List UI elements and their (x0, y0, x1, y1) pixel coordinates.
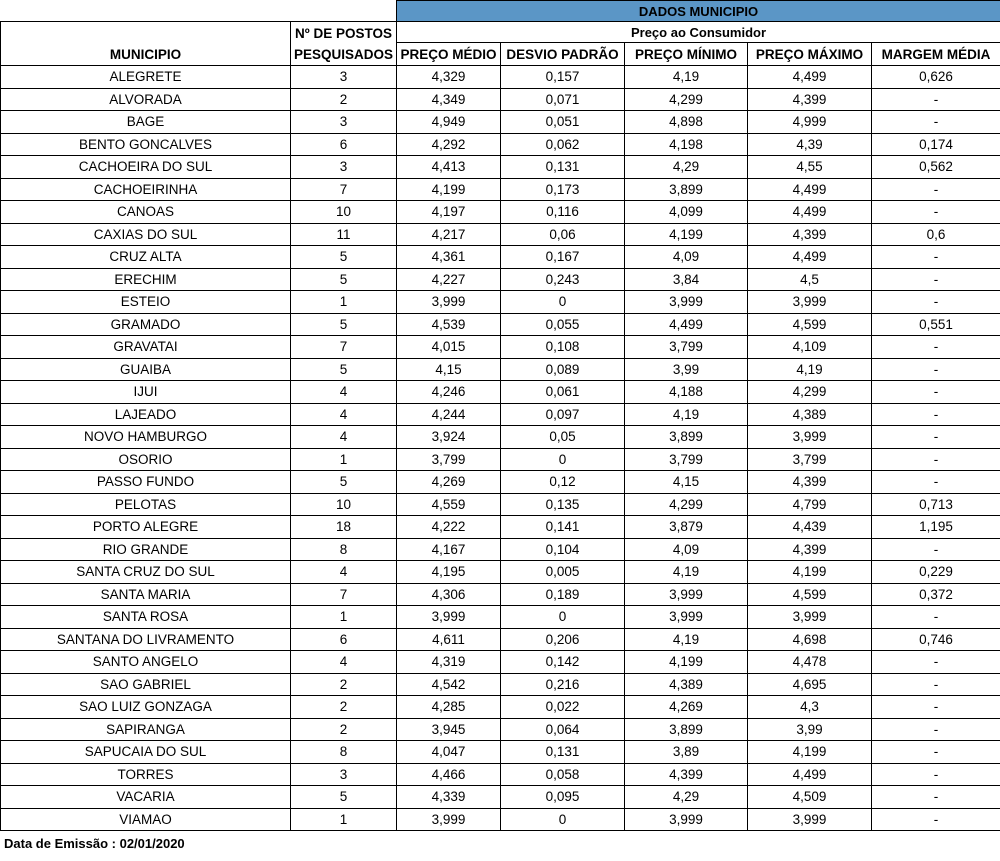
preco-medio-cell: 4,329 (397, 66, 501, 89)
margem-media-cell: - (872, 403, 1000, 426)
postos-cell: 2 (291, 88, 397, 111)
preco-maximo-cell: 4,799 (748, 493, 872, 516)
desvio-padrao-cell: 0,108 (501, 336, 625, 359)
municipio-cell: TORRES (1, 763, 291, 786)
postos-cell: 2 (291, 673, 397, 696)
municipio-cell: SANTO ANGELO (1, 651, 291, 674)
municipio-header: MUNICIPIO (1, 22, 291, 66)
preco-maximo-cell: 4,599 (748, 313, 872, 336)
postos-cell: 4 (291, 426, 397, 449)
desvio-padrao-cell: 0 (501, 291, 625, 314)
preco-medio-cell: 3,945 (397, 718, 501, 741)
table-row (1, 223, 1000, 246)
table-row (1, 718, 1000, 741)
preco-minimo-cell: 3,879 (625, 516, 748, 539)
municipio-cell: BENTO GONCALVES (1, 133, 291, 156)
margem-media-cell: 1,195 (872, 516, 1000, 539)
emission-date: Data de Emissão : 02/01/2020 (4, 836, 185, 851)
postos-cell: 7 (291, 336, 397, 359)
margem-media-cell: - (872, 651, 1000, 674)
preco-medio-cell: 4,167 (397, 538, 501, 561)
preco-minimo-cell: 4,188 (625, 381, 748, 404)
table-row (1, 381, 1000, 404)
municipio-cell: PASSO FUNDO (1, 471, 291, 494)
margem-media-cell: 0,626 (872, 66, 1000, 89)
municipio-cell: SANTA CRUZ DO SUL (1, 561, 291, 584)
preco-minimo-cell: 3,89 (625, 741, 748, 764)
preco-maximo-cell: 3,99 (748, 718, 872, 741)
table-row (1, 741, 1000, 764)
preco-medio-cell: 4,199 (397, 178, 501, 201)
table-row (1, 763, 1000, 786)
preco-maximo-cell: 4,389 (748, 403, 872, 426)
preco-minimo-cell: 4,898 (625, 111, 748, 134)
postos-cell: 4 (291, 403, 397, 426)
postos-cell: 1 (291, 448, 397, 471)
municipio-cell: IJUI (1, 381, 291, 404)
desvio-padrao-cell: 0,189 (501, 583, 625, 606)
margem-media-cell: - (872, 763, 1000, 786)
municipio-cell: PELOTAS (1, 493, 291, 516)
table-row (1, 493, 1000, 516)
margem-media-cell: 0,713 (872, 493, 1000, 516)
margem-media-cell: - (872, 358, 1000, 381)
consumer-price-group-header: Preço ao Consumidor (397, 22, 1000, 43)
desvio-padrao-cell: 0 (501, 606, 625, 629)
table-row (1, 88, 1000, 111)
municipio-cell: LAJEADO (1, 403, 291, 426)
preco-minimo-cell: 3,999 (625, 291, 748, 314)
table-row (1, 403, 1000, 426)
postos-cell: 3 (291, 111, 397, 134)
postos-cell: 10 (291, 493, 397, 516)
table-row (1, 696, 1000, 719)
preco-medio-cell: 4,217 (397, 223, 501, 246)
desvio-padrao-cell: 0,071 (501, 88, 625, 111)
desvio-padrao-cell: 0,055 (501, 313, 625, 336)
preco-medio-cell: 4,222 (397, 516, 501, 539)
preco-medio-cell: 3,924 (397, 426, 501, 449)
municipio-cell: GRAVATAI (1, 336, 291, 359)
margem-media-cell: - (872, 381, 1000, 404)
desvio-padrao-cell: 0,097 (501, 403, 625, 426)
desvio-padrao-cell: 0,089 (501, 358, 625, 381)
margem-media-cell: - (872, 291, 1000, 314)
preco-medio-cell: 4,466 (397, 763, 501, 786)
preco-maximo-cell: 4,439 (748, 516, 872, 539)
table-row (1, 291, 1000, 314)
municipio-cell: SAO LUIZ GONZAGA (1, 696, 291, 719)
postos-cell: 1 (291, 291, 397, 314)
preco-maximo-cell: 3,999 (748, 426, 872, 449)
preco-medio-cell: 4,227 (397, 268, 501, 291)
postos-cell: 3 (291, 156, 397, 179)
desvio-padrao-cell: 0,064 (501, 718, 625, 741)
preco-maximo-cell: 4,39 (748, 133, 872, 156)
col-header-preco-minimo: PREÇO MÍNIMO (625, 43, 748, 66)
preco-medio-cell: 3,999 (397, 291, 501, 314)
municipio-cell: SANTANA DO LIVRAMENTO (1, 628, 291, 651)
preco-minimo-cell: 3,899 (625, 718, 748, 741)
table-row (1, 651, 1000, 674)
desvio-padrao-cell: 0 (501, 448, 625, 471)
municipio-cell: SAO GABRIEL (1, 673, 291, 696)
preco-maximo-cell: 4,695 (748, 673, 872, 696)
desvio-padrao-cell: 0,058 (501, 763, 625, 786)
postos-cell: 8 (291, 741, 397, 764)
municipio-cell: CACHOEIRA DO SUL (1, 156, 291, 179)
table-row (1, 583, 1000, 606)
municipio-cell: CAXIAS DO SUL (1, 223, 291, 246)
margem-media-cell: - (872, 718, 1000, 741)
preco-minimo-cell: 4,19 (625, 628, 748, 651)
table-row (1, 358, 1000, 381)
preco-medio-cell: 4,197 (397, 201, 501, 224)
municipio-cell: SANTA MARIA (1, 583, 291, 606)
margem-media-cell: - (872, 673, 1000, 696)
desvio-padrao-cell: 0,116 (501, 201, 625, 224)
margem-media-cell: - (872, 111, 1000, 134)
margem-media-cell: - (872, 786, 1000, 809)
desvio-padrao-cell: 0,157 (501, 66, 625, 89)
preco-minimo-cell: 4,199 (625, 651, 748, 674)
preco-minimo-cell: 3,799 (625, 336, 748, 359)
postos-cell: 7 (291, 583, 397, 606)
preco-minimo-cell: 3,999 (625, 606, 748, 629)
preco-maximo-cell: 4,499 (748, 763, 872, 786)
table-row (1, 448, 1000, 471)
preco-maximo-cell: 3,999 (748, 808, 872, 831)
municipio-cell: RIO GRANDE (1, 538, 291, 561)
preco-minimo-cell: 4,15 (625, 471, 748, 494)
table-row (1, 66, 1000, 89)
postos-cell: 4 (291, 651, 397, 674)
preco-medio-cell: 4,413 (397, 156, 501, 179)
preco-minimo-cell: 4,19 (625, 561, 748, 584)
desvio-padrao-cell: 0,243 (501, 268, 625, 291)
preco-maximo-cell: 4,499 (748, 178, 872, 201)
preco-maximo-cell: 4,399 (748, 471, 872, 494)
preco-minimo-cell: 3,899 (625, 178, 748, 201)
margem-media-cell: 0,551 (872, 313, 1000, 336)
desvio-padrao-cell: 0,173 (501, 178, 625, 201)
desvio-padrao-cell: 0,061 (501, 381, 625, 404)
municipio-cell: SAPUCAIA DO SUL (1, 741, 291, 764)
col-header-preco-maximo: PREÇO MÁXIMO (748, 43, 872, 66)
municipio-cell: NOVO HAMBURGO (1, 426, 291, 449)
preco-medio-cell: 4,559 (397, 493, 501, 516)
postos-cell: 18 (291, 516, 397, 539)
preco-medio-cell: 3,799 (397, 448, 501, 471)
postos-cell: 3 (291, 66, 397, 89)
preco-minimo-cell: 4,499 (625, 313, 748, 336)
preco-medio-cell: 3,999 (397, 808, 501, 831)
margem-media-cell: 0,562 (872, 156, 1000, 179)
preco-minimo-cell: 4,29 (625, 156, 748, 179)
postos-cell: 5 (291, 313, 397, 336)
preco-medio-cell: 4,015 (397, 336, 501, 359)
preco-maximo-cell: 4,399 (748, 223, 872, 246)
preco-minimo-cell: 4,299 (625, 493, 748, 516)
postos-header (291, 22, 397, 66)
margem-media-cell: - (872, 696, 1000, 719)
banner-row (1, 1, 1000, 22)
municipio-cell: GRAMADO (1, 313, 291, 336)
preco-maximo-cell: 4,299 (748, 381, 872, 404)
table-row (1, 426, 1000, 449)
municipio-cell: OSORIO (1, 448, 291, 471)
postos-cell: 5 (291, 246, 397, 269)
preco-maximo-cell: 3,799 (748, 448, 872, 471)
table-row (1, 561, 1000, 584)
postos-cell: 10 (291, 201, 397, 224)
preco-maximo-cell: 4,999 (748, 111, 872, 134)
preco-medio-cell: 4,349 (397, 88, 501, 111)
preco-minimo-cell: 4,099 (625, 201, 748, 224)
desvio-padrao-cell: 0,216 (501, 673, 625, 696)
preco-medio-cell: 4,244 (397, 403, 501, 426)
municipio-cell: CANOAS (1, 201, 291, 224)
table-row (1, 606, 1000, 629)
table-row (1, 201, 1000, 224)
preco-medio-cell: 4,15 (397, 358, 501, 381)
table-row (1, 336, 1000, 359)
preco-maximo-cell: 3,999 (748, 606, 872, 629)
preco-maximo-cell: 3,999 (748, 291, 872, 314)
desvio-padrao-cell: 0,022 (501, 696, 625, 719)
postos-cell: 2 (291, 718, 397, 741)
preco-maximo-cell: 4,199 (748, 741, 872, 764)
preco-minimo-cell: 3,799 (625, 448, 748, 471)
preco-maximo-cell: 4,199 (748, 561, 872, 584)
desvio-padrao-cell: 0,141 (501, 516, 625, 539)
desvio-padrao-cell: 0,104 (501, 538, 625, 561)
preco-maximo-cell: 4,5 (748, 268, 872, 291)
postos-header-line1: Nº DE POSTOS (295, 25, 392, 41)
municipio-cell: VIAMAO (1, 808, 291, 831)
preco-medio-cell: 4,195 (397, 561, 501, 584)
col-header-margem-media: MARGEM MÉDIA (872, 43, 1000, 66)
margem-media-cell: - (872, 268, 1000, 291)
preco-minimo-cell: 4,199 (625, 223, 748, 246)
preco-maximo-cell: 4,499 (748, 66, 872, 89)
municipio-cell: ERECHIM (1, 268, 291, 291)
municipio-cell: VACARIA (1, 786, 291, 809)
preco-maximo-cell: 4,499 (748, 246, 872, 269)
preco-minimo-cell: 4,198 (625, 133, 748, 156)
preco-maximo-cell: 4,399 (748, 538, 872, 561)
municipio-cell: GUAIBA (1, 358, 291, 381)
preco-minimo-cell: 4,09 (625, 246, 748, 269)
margem-media-cell: - (872, 336, 1000, 359)
table-row (1, 808, 1000, 831)
margem-media-cell: - (872, 471, 1000, 494)
margem-media-cell: 0,6 (872, 223, 1000, 246)
table-row (1, 786, 1000, 809)
postos-cell: 7 (291, 178, 397, 201)
desvio-padrao-cell: 0,135 (501, 493, 625, 516)
postos-cell: 5 (291, 358, 397, 381)
postos-cell: 2 (291, 696, 397, 719)
desvio-padrao-cell: 0 (501, 808, 625, 831)
postos-cell: 5 (291, 268, 397, 291)
preco-medio-cell: 4,285 (397, 696, 501, 719)
margem-media-cell: - (872, 178, 1000, 201)
preco-medio-cell: 4,361 (397, 246, 501, 269)
preco-medio-cell: 4,339 (397, 786, 501, 809)
margem-media-cell: - (872, 246, 1000, 269)
margem-media-cell: - (872, 741, 1000, 764)
municipio-cell: PORTO ALEGRE (1, 516, 291, 539)
postos-cell: 6 (291, 628, 397, 651)
preco-maximo-cell: 4,599 (748, 583, 872, 606)
col-header-preco-medio: PREÇO MÉDIO (397, 43, 501, 66)
preco-maximo-cell: 4,698 (748, 628, 872, 651)
preco-maximo-cell: 4,55 (748, 156, 872, 179)
preco-maximo-cell: 4,499 (748, 201, 872, 224)
postos-cell: 6 (291, 133, 397, 156)
col-header-desvio-padrao: DESVIO PADRÃO (501, 43, 625, 66)
preco-medio-cell: 4,306 (397, 583, 501, 606)
preco-minimo-cell: 4,29 (625, 786, 748, 809)
desvio-padrao-cell: 0,05 (501, 426, 625, 449)
table-row (1, 471, 1000, 494)
postos-cell: 8 (291, 538, 397, 561)
margem-media-cell: 0,174 (872, 133, 1000, 156)
preco-medio-cell: 4,611 (397, 628, 501, 651)
preco-maximo-cell: 4,509 (748, 786, 872, 809)
table-row (1, 313, 1000, 336)
preco-medio-cell: 4,047 (397, 741, 501, 764)
preco-minimo-cell: 4,269 (625, 696, 748, 719)
header-row-1 (1, 22, 1000, 43)
preco-minimo-cell: 3,999 (625, 583, 748, 606)
margem-media-cell: 0,746 (872, 628, 1000, 651)
postos-cell: 1 (291, 808, 397, 831)
municipio-cell: CRUZ ALTA (1, 246, 291, 269)
preco-maximo-cell: 4,109 (748, 336, 872, 359)
preco-maximo-cell: 4,399 (748, 88, 872, 111)
preco-medio-cell: 4,292 (397, 133, 501, 156)
table-row (1, 111, 1000, 134)
preco-minimo-cell: 3,999 (625, 808, 748, 831)
postos-cell: 5 (291, 786, 397, 809)
desvio-padrao-cell: 0,095 (501, 786, 625, 809)
desvio-padrao-cell: 0,131 (501, 156, 625, 179)
preco-minimo-cell: 4,19 (625, 403, 748, 426)
table-row (1, 628, 1000, 651)
preco-minimo-cell: 4,399 (625, 763, 748, 786)
municipio-cell: BAGE (1, 111, 291, 134)
municipio-cell: SANTA ROSA (1, 606, 291, 629)
table-row (1, 268, 1000, 291)
postos-header-line2: PESQUISADOS (293, 46, 394, 62)
municipio-cell: SAPIRANGA (1, 718, 291, 741)
preco-medio-cell: 4,542 (397, 673, 501, 696)
margem-media-cell: - (872, 808, 1000, 831)
desvio-padrao-cell: 0,167 (501, 246, 625, 269)
desvio-padrao-cell: 0,005 (501, 561, 625, 584)
desvio-padrao-cell: 0,06 (501, 223, 625, 246)
preco-minimo-cell: 3,899 (625, 426, 748, 449)
municipio-cell: ALEGRETE (1, 66, 291, 89)
municipio-cell: CACHOEIRINHA (1, 178, 291, 201)
preco-medio-cell: 4,949 (397, 111, 501, 134)
margem-media-cell: - (872, 448, 1000, 471)
desvio-padrao-cell: 0,142 (501, 651, 625, 674)
preco-maximo-cell: 4,19 (748, 358, 872, 381)
table-row (1, 133, 1000, 156)
table-row (1, 246, 1000, 269)
preco-medio-cell: 4,246 (397, 381, 501, 404)
margem-media-cell: - (872, 538, 1000, 561)
margem-media-cell: - (872, 606, 1000, 629)
postos-cell: 11 (291, 223, 397, 246)
desvio-padrao-cell: 0,051 (501, 111, 625, 134)
postos-cell: 4 (291, 381, 397, 404)
desvio-padrao-cell: 0,062 (501, 133, 625, 156)
margem-media-cell: 0,372 (872, 583, 1000, 606)
preco-minimo-cell: 4,299 (625, 88, 748, 111)
margem-media-cell: - (872, 88, 1000, 111)
desvio-padrao-cell: 0,206 (501, 628, 625, 651)
preco-medio-cell: 4,539 (397, 313, 501, 336)
desvio-padrao-cell: 0,131 (501, 741, 625, 764)
postos-cell: 1 (291, 606, 397, 629)
preco-maximo-cell: 4,3 (748, 696, 872, 719)
table-row (1, 673, 1000, 696)
preco-medio-cell: 3,999 (397, 606, 501, 629)
preco-minimo-cell: 3,99 (625, 358, 748, 381)
desvio-padrao-cell: 0,12 (501, 471, 625, 494)
preco-minimo-cell: 4,19 (625, 66, 748, 89)
preco-maximo-cell: 4,478 (748, 651, 872, 674)
municipio-cell: ALVORADA (1, 88, 291, 111)
postos-cell: 3 (291, 763, 397, 786)
margem-media-cell: - (872, 426, 1000, 449)
municipio-cell: ESTEIO (1, 291, 291, 314)
preco-minimo-cell: 3,84 (625, 268, 748, 291)
margem-media-cell: - (872, 201, 1000, 224)
table-row (1, 156, 1000, 179)
preco-minimo-cell: 4,389 (625, 673, 748, 696)
preco-minimo-cell: 4,09 (625, 538, 748, 561)
preco-medio-cell: 4,269 (397, 471, 501, 494)
table-row (1, 178, 1000, 201)
banner-title: DADOS MUNICIPIO (397, 1, 1000, 22)
postos-cell: 4 (291, 561, 397, 584)
table-row (1, 538, 1000, 561)
postos-cell: 5 (291, 471, 397, 494)
table-row (1, 516, 1000, 539)
preco-medio-cell: 4,319 (397, 651, 501, 674)
margem-media-cell: 0,229 (872, 561, 1000, 584)
